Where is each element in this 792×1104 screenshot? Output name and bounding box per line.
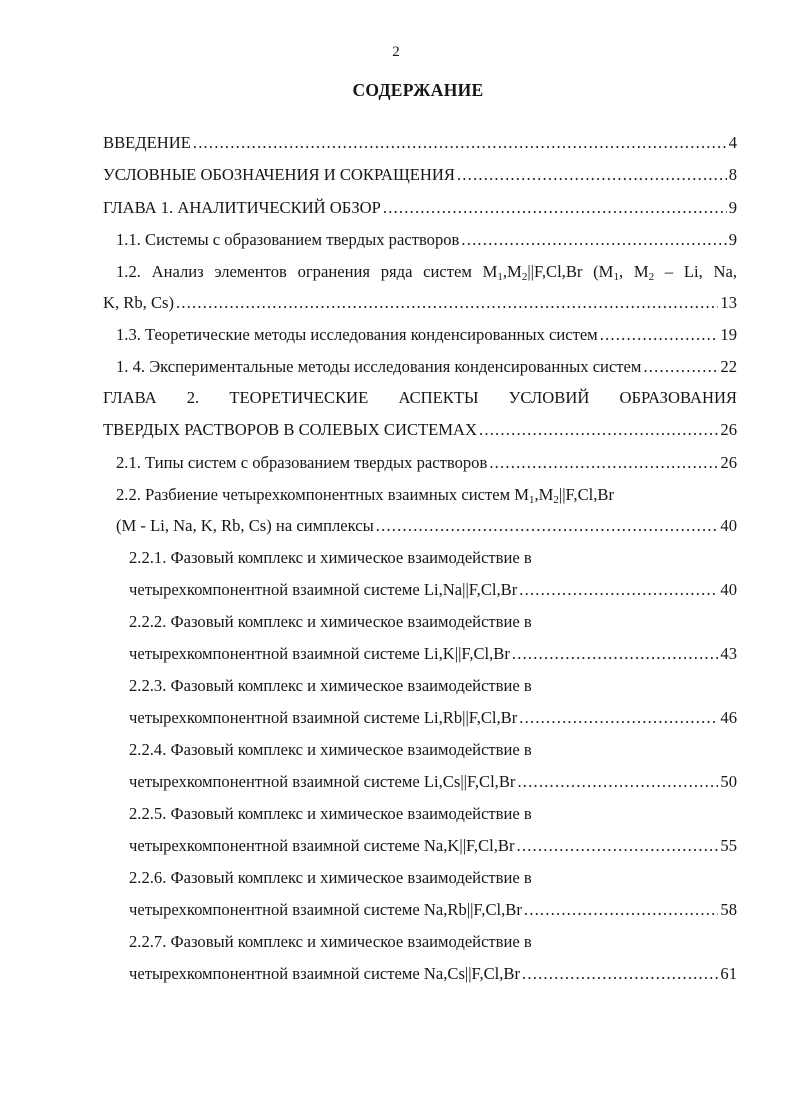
- dot-leader: [512, 639, 719, 669]
- toc-entry-page: 9: [728, 198, 737, 217]
- toc-entry-page: 46: [720, 708, 737, 727]
- toc-entry-text: четырехкомпонентной взаимной системе Li,Cs||F,Cl,Br: [129, 772, 516, 791]
- toc-entry-text: 1. 4. Экспериментальные методы исследования конденсированных систем: [116, 357, 642, 376]
- toc-entry-2-2-4-line2[interactable]: [129, 767, 737, 797]
- toc-entry-text: 2.2.1. Фазовый комплекс и химическое взаимодействие в: [129, 548, 532, 567]
- toc-entry-text: УСЛОВНЫЕ ОБОЗНАЧЕНИЯ И СОКРАЩЕНИЯ: [103, 165, 455, 184]
- toc-entry-text: ТВЕРДЫХ РАСТВОРОВ В СОЛЕВЫХ СИСТЕМАХ: [103, 420, 478, 439]
- toc-entry-text: (M - Li, Na, K, Rb, Cs) на симплексы: [116, 516, 374, 535]
- toc-entry-introduction[interactable]: [103, 128, 737, 158]
- dot-leader: [522, 959, 718, 989]
- toc-entry-text: 2.2.6. Фазовый комплекс и химическое взаимодействие в: [129, 868, 532, 887]
- toc-entry-2-2-6-line2[interactable]: [129, 895, 737, 925]
- toc-entry-page: 13: [720, 293, 737, 312]
- toc-entry-2-2-6-line1[interactable]: [129, 863, 737, 893]
- toc-entry-2-2-3-line1[interactable]: [129, 671, 737, 701]
- toc-entry-text: 2.1. Типы систем с образованием твердых растворов: [116, 453, 488, 472]
- dot-leader: [193, 128, 727, 158]
- dot-leader: [176, 288, 718, 318]
- toc-entry-text: 2.2.3. Фазовый комплекс и химическое взаимодействие в: [129, 676, 532, 695]
- toc-entry-1-2-line1[interactable]: [116, 257, 737, 287]
- dot-leader: [461, 225, 726, 255]
- toc-entry-page: 61: [720, 964, 737, 983]
- toc-entry-text: четырехкомпонентной взаимной системе Li,K||F,Cl,Br: [129, 644, 510, 663]
- toc-entry-2-2-line2[interactable]: [116, 511, 737, 541]
- toc-entry-2-2-2-line2[interactable]: [129, 639, 737, 669]
- toc-entry-text: 2.2. Разбиение четырехкомпонентных взаимных систем $M_1,M_2||F,Cl,Br$: [116, 485, 615, 506]
- toc-entry-text: 2.2.4. Фазовый комплекс и химическое взаимодействие в: [129, 740, 532, 759]
- dot-leader: [517, 831, 719, 861]
- toc-entry-text: четырехкомпонентной взаимной системе Na,Rb||F,Cl,Br: [129, 900, 522, 919]
- toc-entry-2-2-4-line1[interactable]: [129, 735, 737, 765]
- toc-entry-text: K, Rb, Cs): [103, 293, 174, 312]
- toc-entry-text: четырехкомпонентной взаимной системе Na,Cs||F,Cl,Br: [129, 964, 521, 983]
- dot-leader: [376, 511, 719, 541]
- toc-entry-page: 19: [720, 325, 737, 344]
- toc-entry-2-2-line1[interactable]: [116, 480, 737, 510]
- dot-leader: [457, 160, 727, 190]
- dot-leader: [517, 767, 718, 797]
- toc-entry-1-3[interactable]: [116, 320, 737, 350]
- toc-entry-2-2-5-line2[interactable]: [129, 831, 737, 861]
- toc-entry-2-2-7-line1[interactable]: [129, 927, 737, 957]
- toc-entry-page: 8: [728, 165, 737, 184]
- toc-entry-text: 1.2. Анализ элементов огранения ряда систем $M_1,M_2||F,Cl,Br$ ($M_1$, $M_2$ – Li, Na,: [116, 262, 737, 283]
- dot-leader: [519, 575, 718, 605]
- toc-entry-text: ВВЕДЕНИЕ: [103, 133, 191, 152]
- toc-entry-page: 58: [720, 900, 737, 919]
- toc-entry-chapter-1[interactable]: [103, 193, 737, 223]
- toc-entry-text: 2.2.5. Фазовый комплекс и химическое взаимодействие в: [129, 804, 532, 823]
- toc-entry-abbreviations[interactable]: [103, 160, 737, 190]
- toc-entry-2-2-5-line1[interactable]: [129, 799, 737, 829]
- toc-entry-text: 1.3. Теоретические методы исследования конденсированных систем: [116, 325, 598, 344]
- toc-entry-2-2-1-line1[interactable]: [129, 543, 737, 573]
- dot-leader: [524, 895, 719, 925]
- dot-leader: [383, 193, 727, 223]
- toc-entry-1-4[interactable]: [116, 352, 737, 382]
- toc-entry-1-1[interactable]: [116, 225, 737, 255]
- toc-entry-page: 43: [720, 644, 737, 663]
- dot-leader: [479, 415, 718, 445]
- toc-entry-2-2-1-line2[interactable]: [129, 575, 737, 605]
- toc-entry-text: четырехкомпонентной взаимной системе Li,Rb||F,Cl,Br: [129, 708, 518, 727]
- page-title: СОДЕРЖАНИЕ: [352, 80, 484, 100]
- dot-leader: [600, 320, 719, 350]
- toc-entry-page: 50: [720, 772, 737, 791]
- toc-entry-2-2-7-line2[interactable]: [129, 959, 737, 989]
- page-number: 2: [392, 44, 400, 60]
- toc-entry-page: 40: [720, 516, 737, 535]
- toc-entry-text: четырехкомпонентной взаимной системе Li,Na||F,Cl,Br: [129, 580, 518, 599]
- toc-entry-page: 26: [720, 420, 737, 439]
- toc-entry-1-2-line2[interactable]: [103, 288, 737, 318]
- toc-entry-page: 40: [720, 580, 737, 599]
- toc-entry-page: 4: [728, 133, 737, 152]
- dot-leader: [643, 352, 718, 382]
- toc-entry-text: четырехкомпонентной взаимной системе Na,K||F,Cl,Br: [129, 836, 515, 855]
- toc-entry-text: ГЛАВА 2. ТЕОРЕТИЧЕСКИЕ АСПЕКТЫ УСЛОВИЙ ОБРАЗОВАНИЯ: [103, 388, 737, 407]
- toc-entry-2-1[interactable]: [116, 448, 737, 478]
- toc-entry-2-2-2-line1[interactable]: [129, 607, 737, 637]
- toc-entry-2-2-3-line2[interactable]: [129, 703, 737, 733]
- toc-entry-chapter-2-line1[interactable]: [103, 383, 737, 413]
- toc-entry-page: 22: [720, 357, 737, 376]
- toc-entry-text: ГЛАВА 1. АНАЛИТИЧЕСКИЙ ОБЗОР: [103, 198, 381, 217]
- toc-entry-text: 2.2.7. Фазовый комплекс и химическое взаимодействие в: [129, 932, 532, 951]
- toc-entry-page: 26: [720, 453, 737, 472]
- dot-leader: [519, 703, 718, 733]
- dot-leader: [489, 448, 718, 478]
- toc-entry-chapter-2-line2[interactable]: [103, 415, 737, 445]
- toc-entry-page: 9: [728, 230, 737, 249]
- toc-entry-page: 55: [720, 836, 737, 855]
- toc-entry-text: 1.1. Системы с образованием твердых растворов: [116, 230, 460, 249]
- toc-entry-text: 2.2.2. Фазовый комплекс и химическое взаимодействие в: [129, 612, 532, 631]
